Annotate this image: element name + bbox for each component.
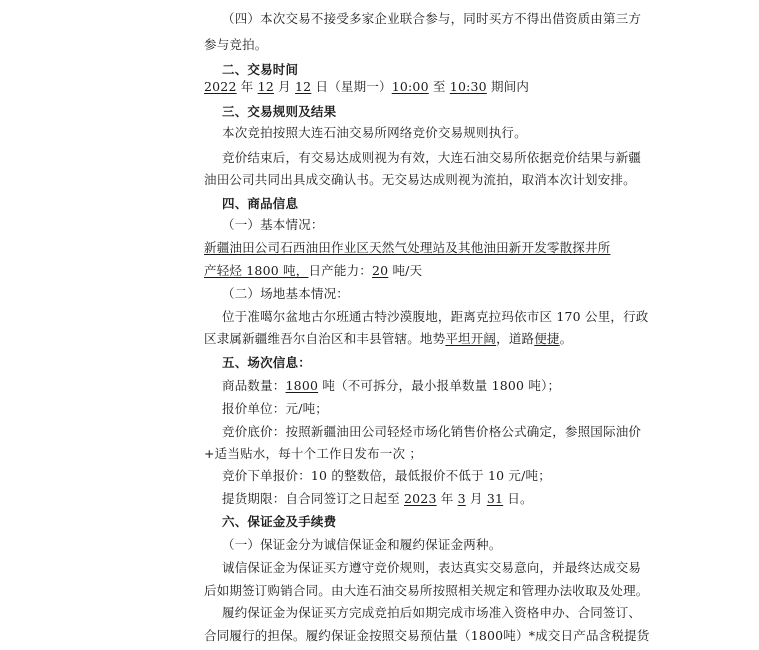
terrain-text: 平坦开阔: [445, 331, 497, 346]
text-line: 本次竞拍按照大连石油交易所网络竞价交易规则执行。: [222, 125, 527, 140]
text-line: 报价单位：元/吨；: [222, 401, 329, 416]
end-time: 10:30: [449, 79, 487, 94]
text-fragment: 月: [465, 491, 487, 506]
day-value: 12: [295, 79, 312, 94]
daily-capacity-value: 20: [371, 263, 389, 278]
text-fragment: 年: [236, 79, 258, 94]
section-heading: 五、场次信息：: [222, 355, 311, 370]
text-line: （四）本次交易不接受多家企业联合参与，同时买方不得出借资质由第三方: [222, 11, 642, 26]
text-fragment: 至: [428, 79, 450, 94]
delivery-month: 3: [457, 491, 466, 506]
section-heading: 四、商品信息: [222, 196, 299, 211]
text-fragment: 年: [436, 491, 458, 506]
text-line: [204, 79, 529, 95]
text-line: [204, 263, 422, 279]
text-fragment: ，道路: [496, 331, 535, 346]
text-line: （一）保证金分为诚信保证金和履约保证金两种。: [222, 537, 502, 552]
text-line: [222, 378, 560, 394]
delivery-day: 31: [486, 491, 504, 506]
section-heading: 二、交易时间: [222, 62, 299, 77]
product-quantity-text: 产轻烃 1800 吨，: [204, 263, 309, 278]
text-line: 合同履行的担保。履约保证金按照交易预估量（1800吨）*成交日产品含税提货: [204, 628, 650, 643]
text-fragment: 月: [273, 79, 296, 94]
text-fragment: 日（星期一）: [311, 79, 392, 94]
text-line: （一）基本情况：: [222, 217, 324, 232]
text-line: （二）场地基本情况：: [222, 286, 350, 301]
delivery-year: 2023: [403, 491, 437, 506]
year-value: 2022: [204, 79, 237, 94]
text-line: 诚信保证金为保证买方遵守竞价规则，表达真实交易意向，并最终达成交易: [222, 560, 642, 575]
text-line: [204, 331, 572, 347]
text-line: +适当贴水，每十个工作日发布一次 ；: [204, 446, 423, 461]
text-fragment: 吨（不可拆分，最小报单数量 1800 吨）；: [318, 378, 561, 393]
text-line: 后如期签订购销合同。由大连石油交易所按照相关规定和管理办法收取及处理。: [204, 583, 649, 598]
section-heading: 三、交易规则及结果: [222, 104, 337, 119]
section-heading: 六、保证金及手续费: [222, 514, 337, 529]
text-line: 新疆油田公司石西油田作业区天然气处理站及其他油田新开发零散探井所: [204, 240, 611, 255]
text-fragment: 日产能力：: [308, 263, 372, 278]
text-line: 竞价结束后，有交易达成则视为有效，大连石油交易所依据竞价结果与新疆: [222, 150, 642, 165]
text-fragment: 提货期限：自合同签订之日起至: [222, 491, 404, 506]
text-fragment: 日。: [503, 491, 533, 506]
text-line: 竞价底价：按照新疆油田公司轻烃市场化销售价格公式确定，参照国际油价: [222, 424, 642, 439]
month-value: 12: [257, 79, 274, 94]
road-text: 便捷: [534, 331, 560, 346]
text-fragment: 吨/天: [388, 263, 423, 278]
quantity-value: 1800: [285, 378, 319, 393]
text-line: 位于准噶尔盆地古尔班通古特沙漠腹地，距离克拉玛依市区 170 公里，行政: [222, 309, 649, 324]
text-fragment: 期间内: [486, 79, 530, 94]
text-fragment: 。: [559, 331, 573, 346]
text-line: [222, 491, 533, 507]
text-fragment: 区隶属新疆维吾尔自治区和丰县管辖。地势: [204, 331, 446, 346]
text-line: 油田公司共同出具成交确认书。无交易达成则视为流拍，取消本次计划安排。: [204, 172, 636, 187]
text-fragment: 商品数量：: [222, 378, 286, 393]
text-line: 履约保证金为保证买方完成竞拍后如期完成市场准入资格申办、合同签订、: [222, 605, 642, 620]
text-line: 竞价下单报价：10 的整数倍，最低报价不低于 10 元/吨；: [222, 468, 551, 483]
start-time: 10:00: [391, 79, 429, 94]
text-line: 参与竞拍。: [204, 37, 268, 52]
